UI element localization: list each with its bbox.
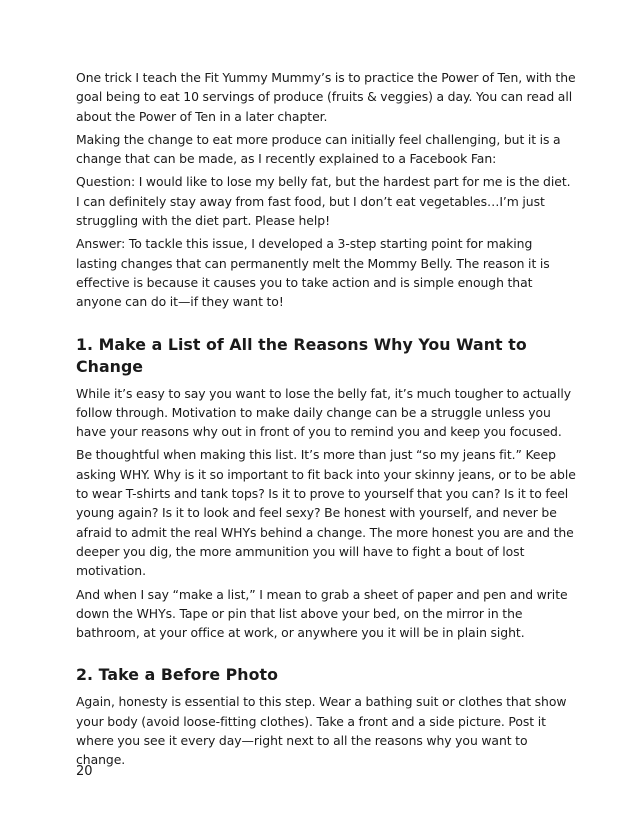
section-2-paragraph-before-photo: Again, honesty is essential to this step. Wear a bathing suit or clothes that show your body (avoid loose-fitting clothes). Take a front and a side picture. Post it where you see it every day—right next to all the reasons why you want to change.: [76, 694, 567, 768]
page-body: [76, 68, 576, 774]
intro-paragraph-power-of-ten: One trick I teach the Fit Yummy Mummy’s is to practice the Power of Ten, with the goal being to eat 10 servings of produce (fruits & veggies) a day. You can read all about the Power of Ten in a later chapter.: [76, 70, 576, 124]
intro-paragraph-answer: Answer: To tackle this issue, I developed a 3-step starting point for making lasting changes that can permanently melt the Mommy Belly. The reason it is effective is because it causes you to take action and is simple enough that anyone can do it—if they want to!: [76, 236, 550, 310]
section-1-paragraph-be-thoughtful: Be thoughtful when making this list. It’s more than just “so my jeans fit.” Keep asking WHY. Why is it so important to fit back into your skinny jeans, or to be able to wear T-shirts and tank tops? Is it to prove to yourself that you can? Is it to feel young again? Is it to look and feel sexy? Be honest with yourself, and never be afraid to admit the real WHYs behind a change. The more honest you are and the deeper you dig, the more ammunition you will have to fight a bout of lost motivation.: [76, 447, 576, 579]
page-number: 20: [76, 764, 93, 779]
section-1-paragraph-make-a-list: And when I say “make a list,” I mean to grab a sheet of paper and pen and write down the WHYs. Tape or pin that list above your bed, on the mirror in the bathroom, at your office at work, or anywhere you it will be in plain sight.: [76, 586, 568, 641]
intro-paragraph-question: Question: I would like to lose my belly fat, but the hardest part for me is the diet. I can definitely stay away from fast food, but I don’t eat vegetables…I’m just struggling with the diet part. Please help!: [76, 174, 571, 229]
section-1-paragraph-motivation: While it’s easy to say you want to lose the belly fat, it’s much tougher to actually follow through. Motivation to make daily change can be a struggle unless you have your reasons why out in front of you to remind you and keep you focused.: [76, 385, 572, 440]
intro-paragraph-making-change: Making the change to eat more produce can initially feel challenging, but it is a change that can be made, as I recently explained to a Facebook Fan:: [76, 131, 561, 167]
section-2-heading: 2. Take a Before Photo: [76, 665, 279, 685]
section-1-heading: 1. Make a List of All the Reasons Why You Want to Change: [76, 334, 527, 376]
